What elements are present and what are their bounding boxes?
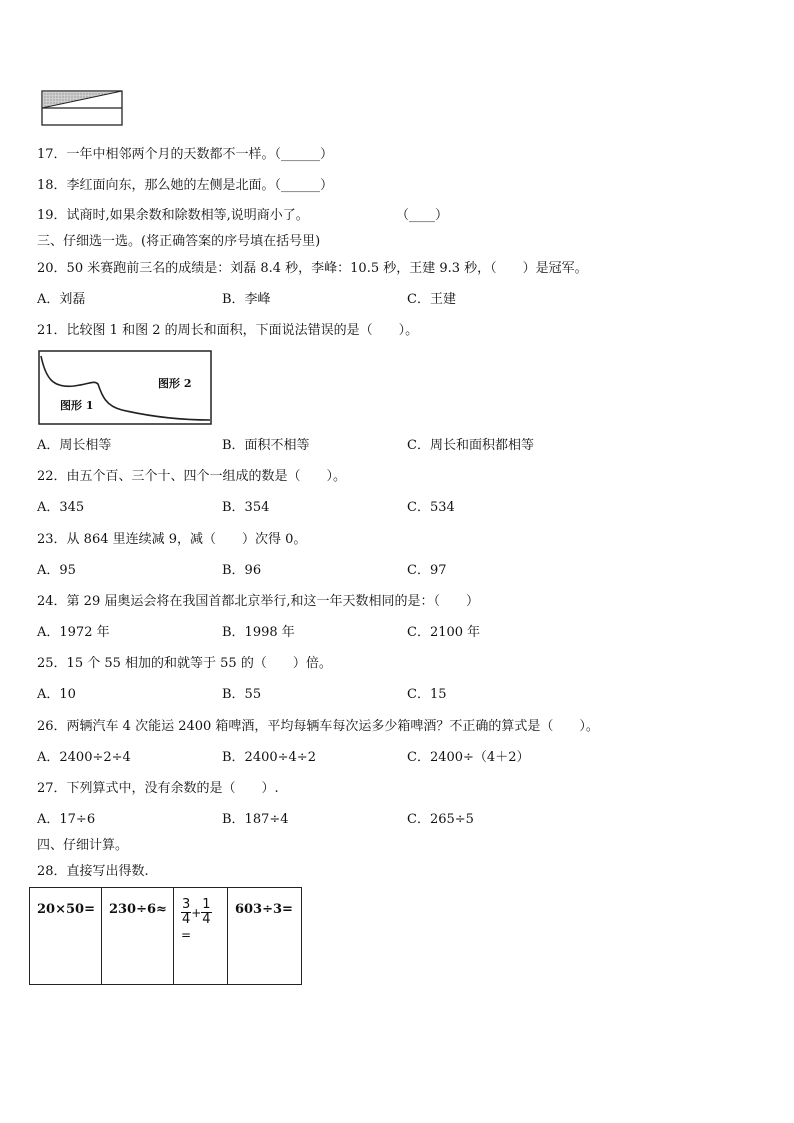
fraction-b-numerator: 1 (202, 897, 211, 912)
q20-option-c[interactable]: C．王建 (407, 292, 456, 307)
q24-option-a[interactable]: A．1972 年 (37, 625, 110, 640)
q27-option-b[interactable]: B．187÷4 (222, 812, 289, 827)
figure-1-label: 图形 1 (60, 399, 94, 412)
question-24: 24．第 29 届奥运会将在我国首都北京举行,和这一年天数相同的是：（ ） (37, 594, 479, 609)
table-row (30, 888, 302, 985)
question-23: 23．从 864 里连续减 9，减（ ）次得 0。 (37, 532, 307, 547)
question-26: 26．两辆汽车 4 次能运 2400 箱啤酒，平均每辆车每次运多少箱啤酒？不正确的算式是（ ）。 (37, 719, 599, 734)
q26-option-c[interactable]: C．2400÷（4＋2） (407, 750, 530, 765)
fraction-a-denominator: 4 (181, 912, 191, 927)
question-18: 18．李红面向东，那么她的左侧是北面。（______） (37, 178, 334, 193)
q21-figure (38, 350, 213, 426)
section-4-heading: 四、仔细计算。 (37, 838, 129, 853)
q23-option-a[interactable]: A．95 (37, 563, 76, 578)
plus-sign: + (191, 905, 202, 920)
q22-option-c[interactable]: C．534 (407, 500, 455, 515)
figure-2-label: 图形 2 (158, 377, 192, 390)
q25-option-a[interactable]: A．10 (37, 687, 76, 702)
q25-option-c[interactable]: C．15 (407, 687, 447, 702)
q20-option-b[interactable]: B．李峰 (222, 292, 271, 307)
q26-option-a[interactable]: A．2400÷2÷4 (37, 750, 131, 765)
question-19: 19．试商时,如果余数和除数相等,说明商小了。 (37, 208, 309, 223)
question-25: 25．15 个 55 相加的和就等于 55 的（ ）倍。 (37, 656, 332, 671)
equals-sign: = (180, 927, 191, 942)
calc-cell-2[interactable] (101, 888, 173, 985)
fraction-b-denominator: 4 (202, 912, 211, 927)
q27-option-c[interactable]: C．265÷5 (407, 812, 474, 827)
question-20: 20．50 米赛跑前三名的成绩是：刘磊 8.4 秒，李峰：10.5 秒，王建 9.3 秒，（ ）是冠军。 (37, 261, 588, 276)
q26-option-b[interactable]: B．2400÷4÷2 (222, 750, 316, 765)
fraction-a (181, 898, 191, 927)
q24-option-c[interactable]: C．2100 年 (407, 625, 481, 640)
q21-option-a[interactable]: A．周长相等 (37, 438, 112, 453)
fraction-a-numerator: 3 (181, 897, 191, 912)
q21-option-c[interactable]: C．周长和面积都相等 (407, 438, 534, 453)
question-22: 22．由五个百、三个十、四个一组成的数是（ ）。 (37, 469, 347, 484)
q21-option-b[interactable]: B．面积不相等 (222, 438, 310, 453)
calc-expression: 603÷3= (234, 902, 293, 917)
section-3-heading: 三、仔细选一选。(将正确答案的序号填在括号里) (37, 234, 321, 249)
calc-cell-3[interactable] (173, 888, 227, 985)
calc-cell-4[interactable] (227, 888, 301, 985)
calculation-table (29, 887, 302, 985)
calc-expression: 20×50= (37, 902, 95, 917)
q23-option-c[interactable]: C．97 (407, 563, 447, 578)
fraction-b (201, 898, 211, 927)
calc-cell-1[interactable] (30, 888, 102, 985)
calc-expression: 230÷6≈ (108, 902, 167, 917)
q25-option-b[interactable]: B．55 (222, 687, 262, 702)
q24-option-b[interactable]: B．1998 年 (222, 625, 295, 640)
q23-option-b[interactable]: B．96 (222, 563, 262, 578)
q20-option-a[interactable]: A．刘磊 (37, 292, 86, 307)
q27-option-a[interactable]: A．17÷6 (37, 812, 96, 827)
question-28: 28．直接写出得数. (37, 864, 149, 879)
q22-option-a[interactable]: A．345 (37, 500, 85, 515)
q22-option-b[interactable]: B．354 (222, 500, 270, 515)
question-19-blank[interactable]: （____） (396, 208, 449, 223)
shaded-rectangle-figure (41, 90, 125, 128)
question-27: 27．下列算式中，没有余数的是（ ）. (37, 781, 279, 796)
question-21: 21．比较图 1 和图 2 的周长和面积，下面说法错误的是（ ）。 (37, 323, 419, 338)
question-17: 17．一年中相邻两个月的天数都不一样。（______） (37, 147, 334, 162)
